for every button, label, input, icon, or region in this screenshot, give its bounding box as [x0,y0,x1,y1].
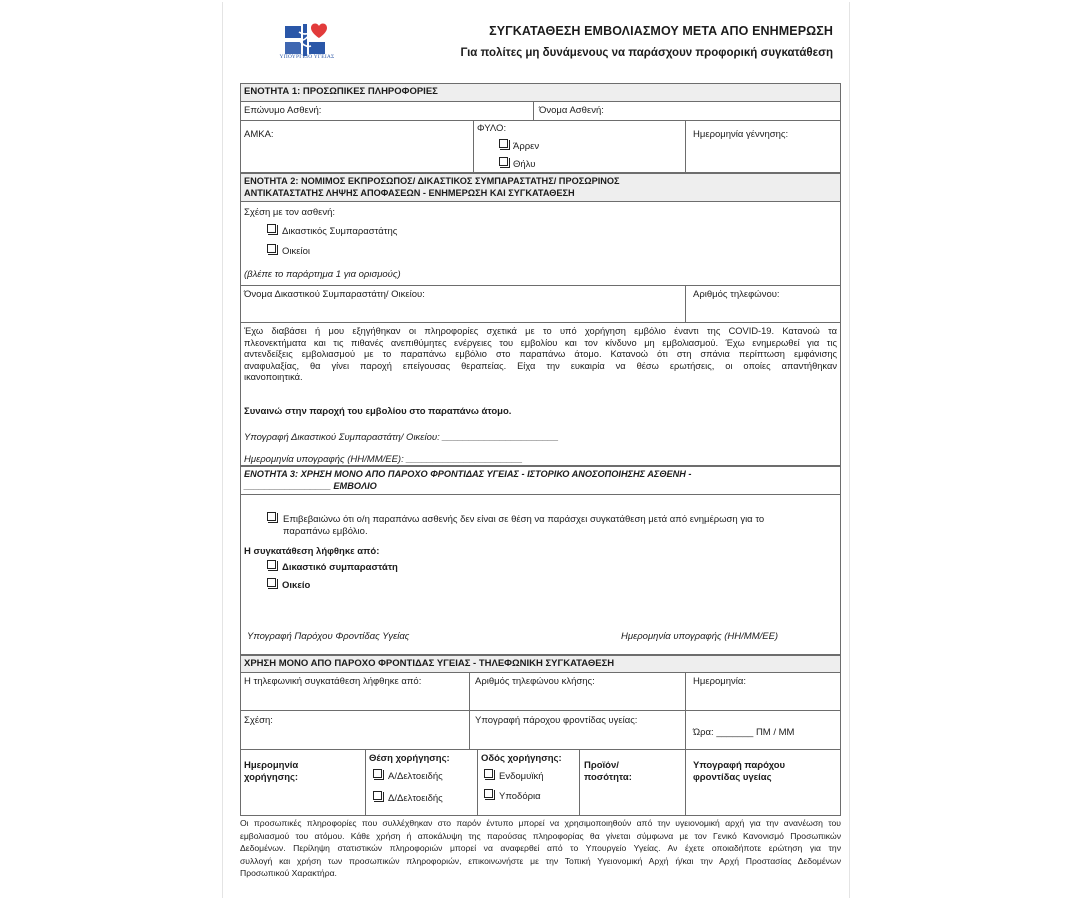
unable-to-consent-line1: Επιβεβαιώνω ότι ο/η παραπάνω ασθενής δεν είναι σε θέση να παράσχει συγκατάθεση μετά από ενημέρωση για το [283,514,765,525]
annex-note: (βλέπε το παράρτημα 1 για ορισμούς) [244,269,401,280]
relatives-checkbox[interactable] [267,244,276,253]
guardian-signature-line: Υπογραφή Δικαστικού Συμπαραστάτη/ Οικείου: ______________________ [244,432,559,443]
female-label: Θήλυ [513,159,536,170]
privacy-footer: Οι προσωπικές πληροφορίες που συλλέχθηκαν στο παρόν έντυπο μπορεί να χρησιμοποιηθούν από την υγειονομική αρχή για την ανανέωση του εμβολιασμού του ατόμου. Κάθε χρήση ή αποκάλυψη της παρούσας πληροφορίας θα γίνεται σύμφωνα με τον Γενικό Κανονισμό Προσωπικών Δεδομένων. Περίληψη στατιστικών πληροφοριών μπορεί να αναφερθεί από το Υπουργείο Υγείας. Αν έχετε οποιαδήποτε ερώτηση για την συλλογή και χρήση των προσωπικών πληροφοριών, επικοινωνήστε με την Τοπική Υγειονομική Αρχή ή/και την Αρχή Προστασίας Δεδομένων Προσωπικού Χαρακτήρα. [240,818,841,879]
phone-consent-from-label: Η τηλεφωνική συγκατάθεση λήφθηκε από: [244,676,422,687]
ministry-label: ΥΠΟΥΡΓΕΙΟ ΥΓΕΙΑΣ [279,54,335,60]
subcutaneous-checkbox[interactable] [484,789,493,798]
admin-provider-sig-line1: Υπογραφή παρόχου [693,760,786,771]
court-guardian-option: Δικαστικό συμπαραστάτη [282,562,398,573]
court-guardian-checkbox[interactable] [267,560,276,569]
unable-to-consent-checkbox[interactable] [267,512,276,521]
section3-heading-line1: ΕΝΟΤΗΤΑ 3: ΧΡΗΣΗ ΜΟΝΟ ΑΠΟ ΠΑΡΟΧΟ ΦΡΟΝΤΙΔΑΣ ΥΓΕΙΑΣ - ΙΣΤΟΡΙΚΟ ΑΝΟΣΟΠΟΙΗΣΗΣ ΑΣΘΕΝΗ - [244,469,692,479]
unable-to-consent-line2: παραπάνω εμβόλιο. [283,526,368,537]
sex-label: ΦΥΛΟ: [477,123,507,134]
amka-label: ΑΜΚΑ: [244,129,274,140]
section1-heading: ΕΝΟΤΗΤΑ 1: ΠΡΟΣΩΠΙΚΕΣ ΠΛΗΡΟΦΟΡΙΕΣ [244,86,438,97]
time-field: Ώρα: _______ ΠΜ / ΜΜ [693,727,795,738]
guardian-option-label: Δικαστικός Συμπαραστάτης [282,226,398,237]
admin-date-line2: χορήγησης: [244,772,299,783]
right-deltoid-label: Δ/Δελτοειδής [388,793,443,804]
product-quantity-line2: ποσότητα: [584,772,632,783]
form-title: ΣΥΓΚΑΤΑΘΕΣΗ ΕΜΒΟΛΙΑΣΜΟΥ ΜΕΤΑ ΑΠΟ ΕΝΗΜΕΡΩΣΗ [489,24,833,38]
relative-checkbox[interactable] [267,578,276,587]
guardian-name-label: Όνομα Δικαστικού Συμπαραστάτη/ Οικείου: [244,289,425,300]
birthdate-label: Ημερομηνία γέννησης: [693,129,789,140]
admin-date-line1: Ημερομηνία [244,760,299,771]
surname-label: Επώνυμο Ασθενή: [244,105,322,116]
phone-provider-signature-label: Υπογραφή πάροχου φροντίδας υγείας: [475,715,638,726]
section3-heading-line2: _________________ ΕΜΒΟΛΙΟ [244,481,377,491]
form-subtitle: Για πολίτες μη δυνάμενους να παράσχουν προφορική συγκατάθεση [460,47,833,59]
admin-route-label: Οδός χορήγησης: [481,753,562,764]
section2-heading-line1: ΕΝΟΤΗΤΑ 2: ΝΟΜΙΜΟΣ ΕΚΠΡΟΣΩΠΟΣ/ ΔΙΚΑΣΤΙΚΟΣ ΣΥΜΠΑΡΑΣΤΑΤΗΣ/ ΠΡΟΣΩΡΙΝΟΣ [244,176,620,186]
subcutaneous-label: Υποδόρια [499,791,541,802]
call-number-label: Αριθμός τηλεφώνου κλήσης: [475,676,595,687]
admin-site-label: Θέση χορήγησης: [369,753,450,764]
relatives-option-label: Οικείοι [282,246,310,257]
right-deltoid-checkbox[interactable] [373,791,382,800]
phone-number-label: Αριθμός τηλεφώνου: [693,289,780,300]
information-paragraph: Έχω διαβάσει ή μου εξηγήθηκαν οι πληροφορίες σχετικά με το υπό χορήγηση εμβόλιο έναντι της COVID-19. Κατανοώ τα πλεονεκτήματα και τις πιθανές ανεπιθύμητες ενέργειες του εμβολίου και τον κίνδυνο μη εμβολιασμού. Έχω ενημερωθεί για τις αντενδείξεις εμβολιασμού με το παραπάνω εμβόλιο στο παραπάνω άτομο. Κατανοώ ότι στη σπάνια περίπτωση εμφάνισης αναφυλαξίας, θα γίνει παροχή επείγουσας θεραπείας. Είχα την ευκαιρία να θέσω ερωτήσεις, οι οποίες απαντήθηκαν ικανοποιητικά. [244,326,837,383]
relative-option: Οικείο [282,580,311,591]
provider-signature-label: Υπογραφή Παρόχου Φροντίδας Υγείας [247,631,410,642]
female-checkbox[interactable] [499,157,508,166]
phone-section-heading: ΧΡΗΣΗ ΜΟΝΟ ΑΠΟ ΠΑΡΟΧΟ ΦΡΟΝΤΙΔΑΣ ΥΓΕΙΑΣ - ΤΗΛΕΦΩΝΙΚΗ ΣΥΓΚΑΤΑΘΕΣΗ [244,658,615,669]
signature-date-line: Ημερομηνία υπογραφής (ΗΗ/ΜΜ/ΕΕ): ______________________ [244,454,523,465]
consent-statement: Συναινώ στην παροχή του εμβολίου στο παραπάνω άτομο. [244,406,512,417]
intramuscular-label: Ενδομυϊκή [499,771,544,782]
relation-label: Σχέση με τον ασθενή: [244,207,336,218]
provider-sign-date-label: Ημερομηνία υπογραφής (ΗΗ/ΜΜ/ΕΕ) [621,631,779,642]
left-deltoid-label: Α/Δελτοειδής [388,771,443,782]
consent-obtained-label: Η συγκατάθεση λήφθηκε από: [244,546,380,557]
product-quantity-line1: Προϊόν/ [584,760,619,771]
intramuscular-checkbox[interactable] [484,769,493,778]
name-label: Όνομα Ασθενή: [539,105,604,116]
admin-provider-sig-line2: φροντίδας υγείας [693,772,772,783]
phone-relation-label: Σχέση: [244,715,273,726]
consent-form-page [222,2,850,898]
guardian-checkbox[interactable] [267,224,276,233]
left-deltoid-checkbox[interactable] [373,769,382,778]
phone-date-label: Ημερομηνία: [693,676,747,687]
section2-heading-line2: ΑΝΤΙΚΑΤΑΣΤΑΤΗΣ ΛΗΨΗΣ ΑΠΟΦΑΣΕΩΝ - ΕΝΗΜΕΡΩΣΗ ΚΑΙ ΣΥΓΚΑΤΑΘΕΣΗ [244,188,575,198]
male-checkbox[interactable] [499,139,508,148]
male-label: Άρρεν [513,141,540,152]
